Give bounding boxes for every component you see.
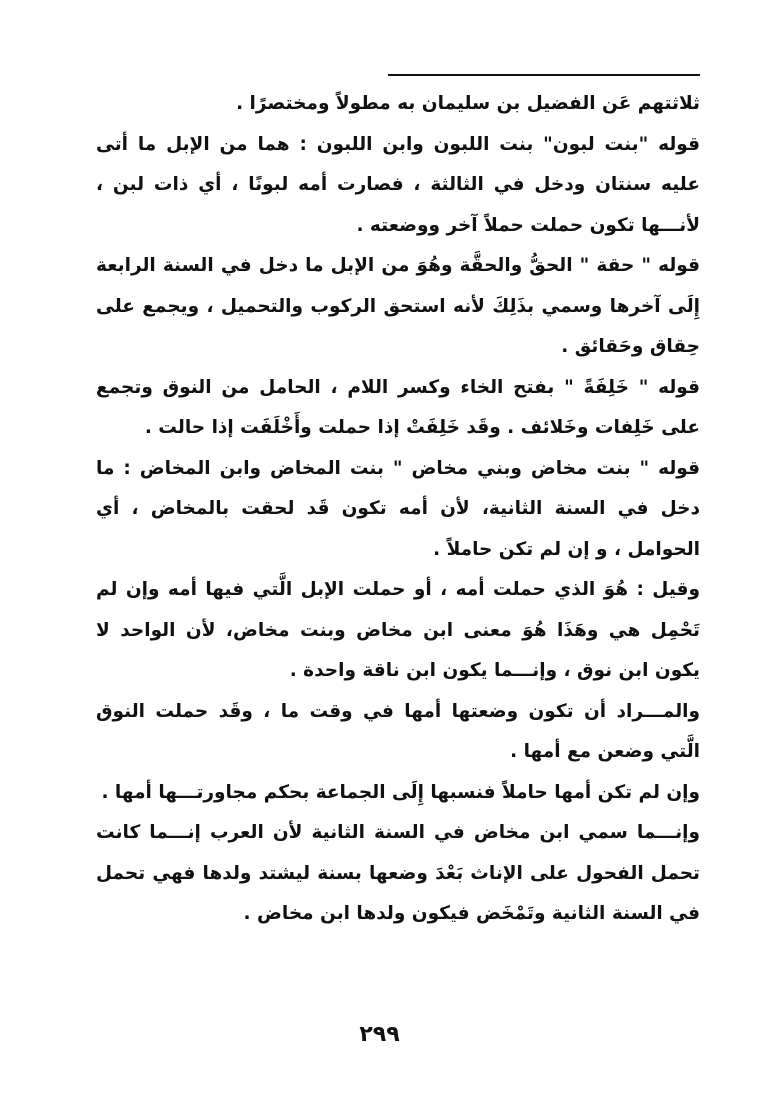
footnote-paragraph-9: وإنـــما سمي ابن مخاض في السنة الثانية لأن العرب إنـــما كانت تحمل الفحول على الإناث بَعْدَ وضعها بسنة ليشتد ولدها فهي تحمل في السنة الثانية وتَمْخَض فيكون ولدها ابن مخاض . [96,822,700,924]
footnote-paragraph-7: والمـــراد أن تكون وضعتها أمها في وقت ما ، وقَد حملت النوق الَّتي وضعن مع أمها . [96,700,700,762]
footnote-paragraph-8: وإن لم تكن أمها حاملاً فنسبها إِلَى الجماعة بحكم مجاورتـــها أمها . [101,781,700,803]
footnote-paragraph-1: ثلاثتهم عَن الفضيل بن سليمان به مطولاً ومختصرًا . [236,93,700,114]
footnote-paragraph-3: قوله " حقة " الحقُّ والحقَّة وهُوَ من الإبل ما دخل في السنة الرابعة إِلَى آخرها وسمي بذَلِكَ لأنه استحق الركوب والتحميل ، ويجمع على حِقاق وحَقائق . [96,255,700,357]
footnote-paragraph-5: قوله " بنت مخاض وبني مخاض " بنت المخاض وابن المخاض : ما دخل في السنة الثانية، لأن أمه تكون قَد لحقت بالمخاض ، أي الحوامل ، و إن لم تكن حاملاً . [96,457,700,560]
page-number: ٢٩٩ [359,1022,400,1047]
footnote-paragraph-2: قوله "بنت لبون" بنت اللبون وابن اللبون : هما من الإبل ما أتى عليه سنتان ودخل في الثالثة ، فصارت أمه لبونًا ، أي ذات لبن ، لأنـــها تكون حملت حملاً آخر ووضعته . [96,133,700,236]
footnote-text-block [96,84,700,935]
footnote-paragraph-4: قوله " خَلِفَةً " بفتح الخاء وكسر اللام ، الحامل من النوق وتجمع على خَلِفات وخَلائف . وقَد خَلِفَتْ إذا حملت وأَخْلَفَت إذا حالت . [96,376,700,438]
footnote-paragraph-6: وقيل : هُوَ الذي حملت أمه ، أو حملت الإبل الَّتي فيها أمه وإن لم تَحْمِل هي وهَذَا هُوَ معنى ابن مخاض وبنت مخاض، لأن الواحد لا يكون ابن نوق ، وإنـــما يكون ابن ناقة واحدة . [96,579,700,681]
footnote-separator-rule [388,74,700,76]
